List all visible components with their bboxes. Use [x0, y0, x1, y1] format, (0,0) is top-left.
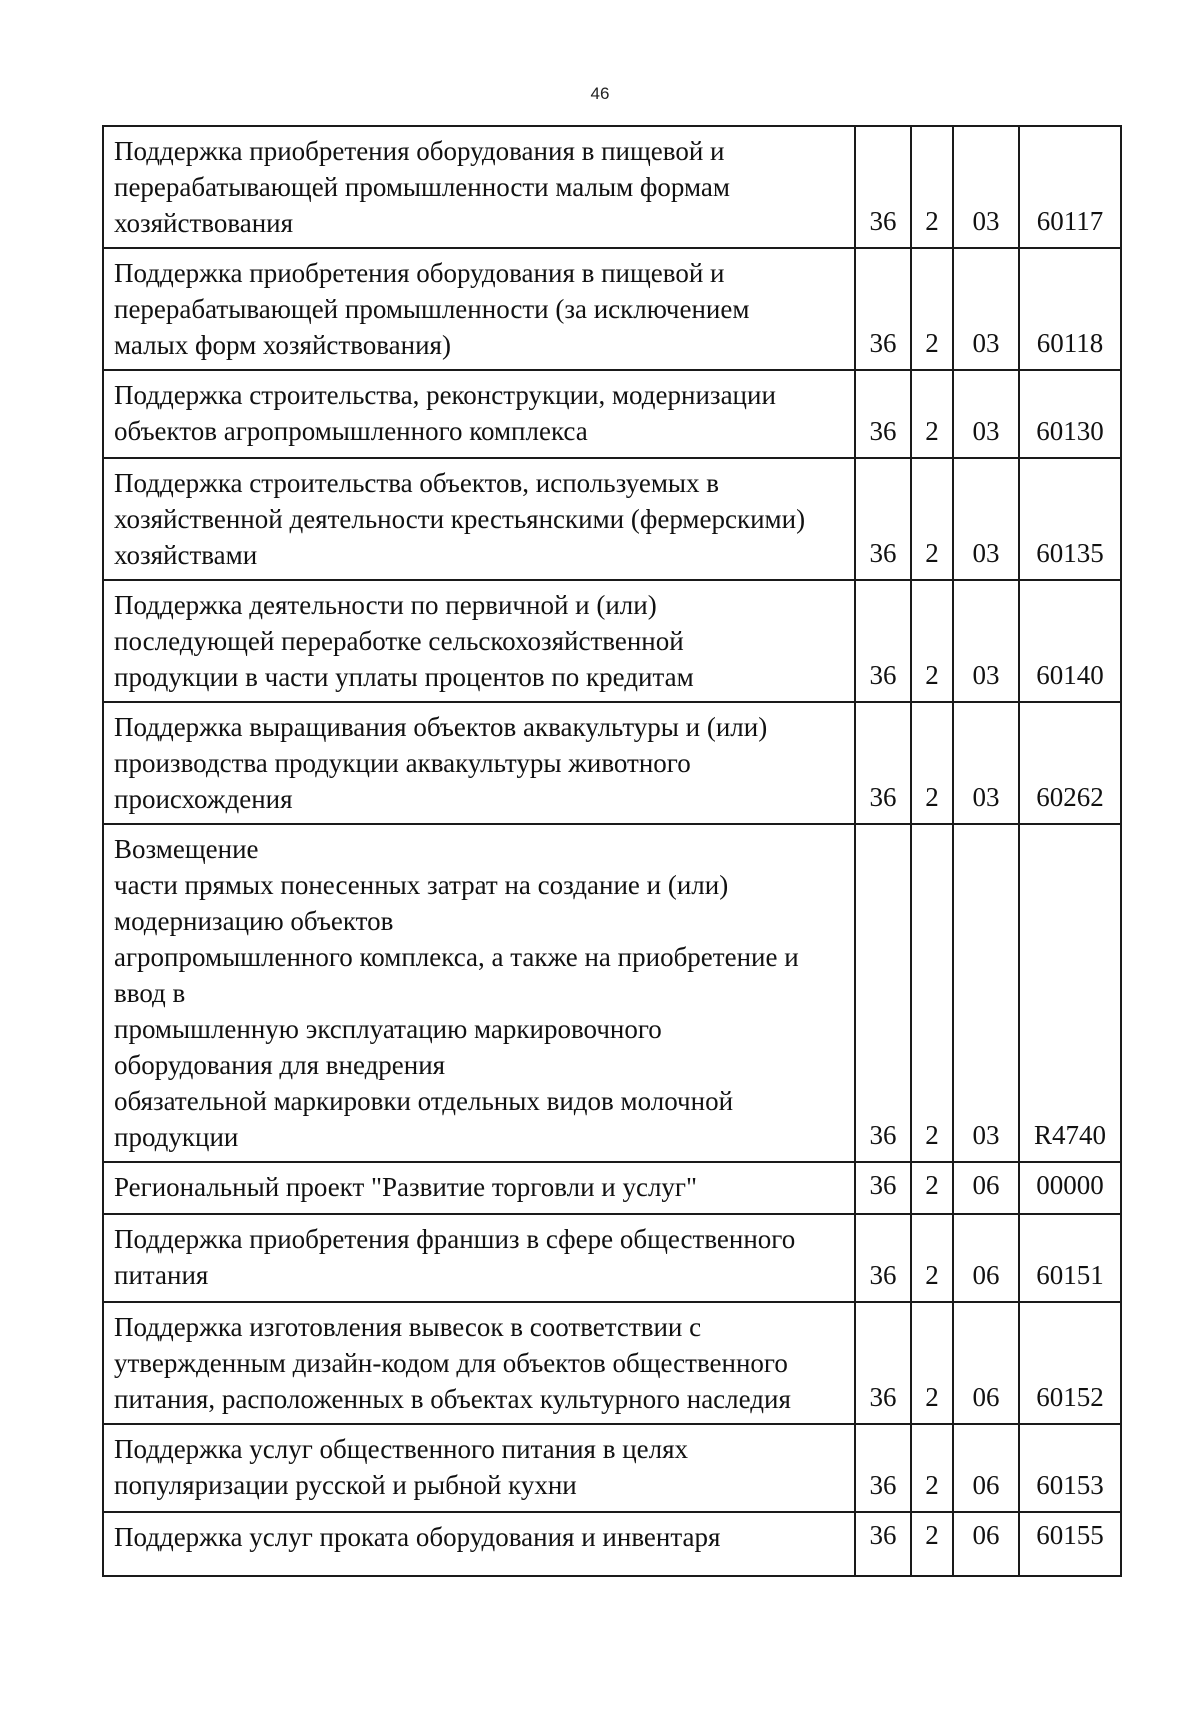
- code-direction: 60140: [1019, 580, 1121, 702]
- code-program: 2: [911, 126, 953, 248]
- code-program: 2: [911, 1512, 953, 1576]
- code-program: 2: [911, 580, 953, 702]
- code-subprogram: 06: [953, 1214, 1019, 1302]
- code-direction: 60153: [1019, 1424, 1121, 1512]
- row-description: [103, 824, 855, 1162]
- code-program: 2: [911, 370, 953, 458]
- table-row: [103, 580, 1121, 702]
- table-row: [103, 458, 1121, 580]
- table-row: [103, 1214, 1121, 1302]
- code-ministry: 36: [855, 580, 911, 702]
- code-ministry: 36: [855, 1512, 911, 1576]
- table-row: [103, 1512, 1121, 1576]
- code-subprogram: 03: [953, 248, 1019, 370]
- description-line: объектов агропромышленного комплекса: [114, 416, 588, 446]
- code-direction: 60262: [1019, 702, 1121, 824]
- code-ministry: 36: [855, 248, 911, 370]
- row-description: [103, 702, 855, 824]
- code-subprogram: 06: [953, 1512, 1019, 1576]
- row-description: [103, 1302, 855, 1424]
- code-ministry: 36: [855, 458, 911, 580]
- code-program: 2: [911, 1214, 953, 1302]
- description-line: хозяйственной деятельности крестьянскими (фермерскими): [114, 504, 806, 534]
- description-line: продукции в части уплаты процентов по кредитам: [114, 662, 694, 692]
- table-row: [103, 1162, 1121, 1214]
- table-row: [103, 126, 1121, 248]
- row-description: [103, 1512, 855, 1576]
- code-subprogram: 03: [953, 126, 1019, 248]
- description-line: Поддержка приобретения оборудования в пищевой и: [114, 258, 725, 288]
- code-ministry: 36: [855, 1214, 911, 1302]
- code-program: 2: [911, 1302, 953, 1424]
- description-line: хозяйствования: [114, 208, 294, 238]
- table-row: [103, 824, 1121, 1162]
- row-description: [103, 458, 855, 580]
- row-description: [103, 248, 855, 370]
- description-line: утвержденным дизайн-кодом для объектов общественного: [114, 1348, 788, 1378]
- code-program: 2: [911, 1424, 953, 1512]
- row-description: [103, 126, 855, 248]
- description-line: последующей переработке сельскохозяйственной: [114, 626, 684, 656]
- description-line: малых форм хозяйствования): [114, 330, 451, 360]
- code-ministry: 36: [855, 1302, 911, 1424]
- row-description: [103, 1214, 855, 1302]
- code-ministry: 36: [855, 702, 911, 824]
- description-line: оборудования для внедрения: [114, 1050, 446, 1080]
- code-direction: 00000: [1019, 1162, 1121, 1214]
- code-ministry: 36: [855, 1162, 911, 1214]
- description-line: происхождения: [114, 784, 293, 814]
- code-program: 2: [911, 824, 953, 1162]
- description-line: Поддержка строительства объектов, используемых в: [114, 468, 720, 498]
- description-line: промышленную эксплуатацию маркировочного: [114, 1014, 662, 1044]
- code-ministry: 36: [855, 370, 911, 458]
- description-line: Поддержка услуг общественного питания в целях: [114, 1434, 689, 1464]
- description-line: Возмещение: [114, 834, 259, 864]
- description-line: Поддержка приобретения франшиз в сфере общественного: [114, 1224, 796, 1254]
- description-line: агропромышленного комплекса, а также на приобретение и: [114, 942, 799, 972]
- table-row: [103, 1424, 1121, 1512]
- code-subprogram: 06: [953, 1162, 1019, 1214]
- budget-classification-table: [102, 125, 1122, 1577]
- table-row: [103, 370, 1121, 458]
- description-line: части прямых понесенных затрат на создание и (или): [114, 870, 729, 900]
- code-direction: 60117: [1019, 126, 1121, 248]
- code-direction: 60135: [1019, 458, 1121, 580]
- description-line: Поддержка деятельности по первичной и (или): [114, 590, 657, 620]
- description-line: хозяйствами: [114, 540, 258, 570]
- page-number: 46: [590, 84, 610, 103]
- description-line: Поддержка выращивания объектов аквакультуры и (или): [114, 712, 768, 742]
- code-subprogram: 03: [953, 580, 1019, 702]
- code-subprogram: 06: [953, 1302, 1019, 1424]
- code-direction: 60152: [1019, 1302, 1121, 1424]
- description-line: обязательной маркировки отдельных видов молочной: [114, 1086, 734, 1116]
- row-description: [103, 580, 855, 702]
- code-subprogram: 03: [953, 458, 1019, 580]
- code-direction: 60130: [1019, 370, 1121, 458]
- code-subprogram: 03: [953, 702, 1019, 824]
- row-description: [103, 370, 855, 458]
- description-line: Поддержка приобретения оборудования в пищевой и: [114, 136, 725, 166]
- description-line: продукции: [114, 1122, 239, 1152]
- table-body: [103, 126, 1121, 1576]
- description-line: модернизацию объектов: [114, 906, 394, 936]
- code-ministry: 36: [855, 126, 911, 248]
- code-subprogram: 03: [953, 370, 1019, 458]
- table-row: [103, 702, 1121, 824]
- code-ministry: 36: [855, 1424, 911, 1512]
- code-program: 2: [911, 458, 953, 580]
- table-row: [103, 1302, 1121, 1424]
- code-ministry: 36: [855, 824, 911, 1162]
- description-line: ввод в: [114, 978, 186, 1008]
- table-row: [103, 248, 1121, 370]
- code-program: 2: [911, 1162, 953, 1214]
- code-direction: R4740: [1019, 824, 1121, 1162]
- description-line: Поддержка изготовления вывесок в соответствии с: [114, 1312, 702, 1342]
- code-subprogram: 03: [953, 824, 1019, 1162]
- code-program: 2: [911, 702, 953, 824]
- row-description: [103, 1162, 855, 1214]
- description-line: Региональный проект "Развитие торговли и услуг": [114, 1172, 698, 1202]
- description-line: Поддержка услуг проката оборудования и инвентаря: [114, 1522, 721, 1552]
- description-line: перерабатывающей промышленности (за исключением: [114, 294, 750, 324]
- code-direction: 60118: [1019, 248, 1121, 370]
- description-line: производства продукции аквакультуры животного: [114, 748, 691, 778]
- description-line: популяризации русской и рыбной кухни: [114, 1470, 577, 1500]
- code-subprogram: 06: [953, 1424, 1019, 1512]
- description-line: питания, расположенных в объектах культурного наследия: [114, 1384, 791, 1414]
- description-line: перерабатывающей промышленности малым формам: [114, 172, 730, 202]
- row-description: [103, 1424, 855, 1512]
- code-direction: 60155: [1019, 1512, 1121, 1576]
- code-direction: 60151: [1019, 1214, 1121, 1302]
- description-line: Поддержка строительства, реконструкции, модернизации: [114, 380, 776, 410]
- description-line: питания: [114, 1260, 209, 1290]
- code-program: 2: [911, 248, 953, 370]
